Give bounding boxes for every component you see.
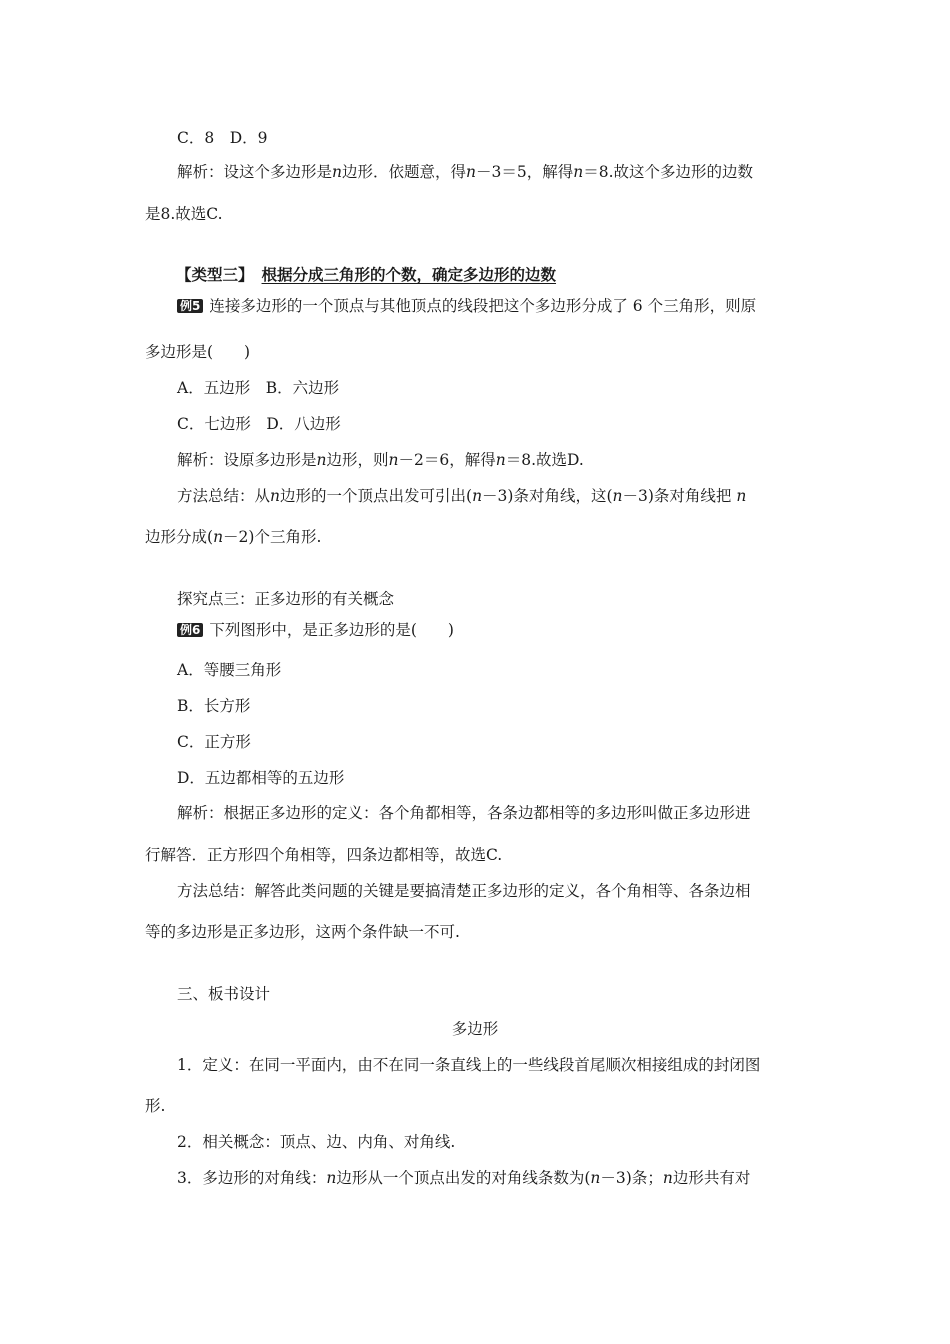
example6-analysis-cont: 行解答．正方形四个角相等，四条边都相等，故选C. [145,846,503,864]
example6-option-c: C．正方形 [177,733,251,751]
board-item-1-cont: 形. [145,1097,166,1115]
example5-options-cd: C．七边形 D．八边形 [177,415,341,433]
example5-summary: 方法总结：从n边形的一个顶点出发可引出(n－3)条对角线，这(n－3)条对角线把 n [177,487,747,505]
options-c-d: C．8 D．9 [177,129,268,147]
example6-option-b: B．长方形 [177,697,251,715]
example6-summary: 方法总结：解答此类问题的关键是要搞清楚正多边形的定义，各个角相等、各条边相 [177,882,751,900]
example4-analysis: 解析：设这个多边形是n边形．依题意，得n－3＝5，解得n＝8.故这个多边形的边数 [177,163,754,181]
example5-question-cont: 多边形是( ) [145,343,251,361]
example5-analysis: 解析：设原多边形是n边形，则n－2＝6，解得n＝8.故选D. [177,451,584,469]
example6-analysis: 解析：根据正多边形的定义：各个角都相等，各条边都相等的多边形叫做正多边形进 [177,804,751,822]
example5-badge: 例5 [177,299,203,313]
type3-tag: 【类型三】 [176,265,254,284]
type3-title: 根据分成三角形的个数，确定多边形的边数 [261,265,557,284]
board-item-1: 1．定义：在同一平面内，由不在同一条直线上的一些线段首尾顺次相接组成的封闭图 [177,1056,761,1074]
point3-heading: 探究点三：正多边形的有关概念 [177,590,395,608]
example5-options-ab: A．五边形 B．六边形 [177,379,340,397]
board-item-2: 2．相关概念：顶点、边、内角、对角线. [177,1133,456,1151]
example6-question: 例6 下列图形中，是正多边形的是( ) [177,620,454,640]
example6-option-d: D．五边都相等的五边形 [177,769,345,787]
board-title: 多边形 [451,1020,499,1038]
type3-heading [176,265,556,285]
board-item-3: 3．多边形的对角线：n边形从一个顶点出发的对角线条数为(n－3)条；n边形共有对 [177,1169,751,1187]
example6-badge: 例6 [177,623,203,637]
example6-option-a: A．等腰三角形 [177,661,282,679]
section3-heading: 三、板书设计 [177,985,271,1003]
example4-analysis-cont: 是8.故选C. [145,205,223,223]
example5-summary-cont: 边形分成(n－2)个三角形. [145,528,322,546]
example5-question: 例5 连接多边形的一个顶点与其他顶点的线段把这个多边形分成了 6 个三角形，则原 [177,296,756,316]
example6-summary-cont: 等的多边形是正多边形，这两个条件缺一不可. [145,923,460,941]
